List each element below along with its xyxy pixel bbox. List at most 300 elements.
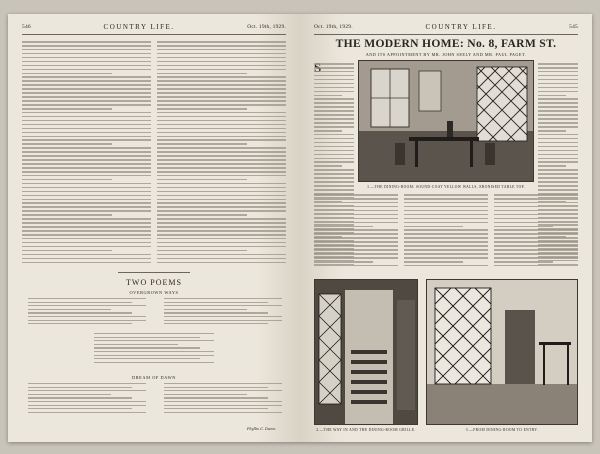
left-column-2-text	[157, 41, 286, 265]
text-line	[22, 116, 151, 118]
text-line	[22, 214, 112, 216]
text-line	[94, 340, 214, 341]
text-line	[538, 75, 578, 77]
text-line	[314, 67, 354, 69]
text-line	[538, 118, 578, 120]
text-line	[157, 57, 286, 59]
text-line	[314, 142, 354, 144]
text-line	[164, 309, 247, 310]
text-line	[22, 69, 151, 71]
text-line	[404, 245, 488, 247]
text-line	[22, 238, 151, 240]
text-line	[22, 100, 151, 102]
text-line	[538, 98, 578, 100]
text-line	[22, 108, 112, 110]
text-line	[22, 175, 151, 177]
text-line	[494, 253, 578, 255]
text-line	[157, 151, 286, 153]
text-line	[404, 218, 488, 220]
text-line	[538, 142, 578, 144]
text-line	[94, 333, 214, 334]
text-line	[22, 49, 151, 51]
text-line	[538, 173, 578, 175]
text-line	[314, 95, 342, 97]
text-line	[157, 163, 286, 165]
text-line	[538, 134, 578, 136]
text-line	[157, 124, 286, 126]
entry-grille-photo	[314, 279, 418, 425]
text-line	[28, 412, 146, 413]
text-line	[22, 61, 151, 63]
text-line	[157, 214, 247, 216]
text-line	[157, 210, 286, 212]
text-line	[164, 305, 282, 306]
text-line	[538, 106, 578, 108]
text-line	[314, 98, 354, 100]
text-line	[28, 320, 146, 321]
text-line	[494, 222, 578, 224]
poem-1-stanza-2	[164, 298, 282, 327]
text-line	[94, 344, 178, 345]
text-line	[314, 79, 354, 81]
text-line	[28, 302, 132, 303]
text-line	[157, 108, 247, 110]
text-line	[157, 120, 286, 122]
text-line	[164, 323, 268, 324]
text-line	[314, 110, 354, 112]
text-line	[314, 245, 398, 247]
text-line	[164, 383, 282, 384]
text-line	[157, 202, 286, 204]
text-line	[164, 405, 282, 406]
text-line	[314, 214, 398, 216]
text-line	[22, 92, 151, 94]
text-line	[538, 181, 578, 183]
text-line	[314, 106, 354, 108]
text-line	[22, 183, 151, 185]
text-line	[157, 226, 286, 228]
text-line	[538, 165, 566, 167]
text-line	[22, 124, 151, 126]
text-line	[314, 63, 354, 65]
text-line	[494, 241, 578, 243]
text-line	[28, 298, 146, 299]
text-line	[314, 173, 354, 175]
text-line	[494, 214, 578, 216]
text-line	[538, 114, 578, 116]
text-line	[494, 229, 578, 231]
text-line	[28, 408, 132, 409]
left-page-header	[22, 22, 286, 32]
caption-entry-grille: 2.—THE WAY IN AND THE DINING-ROOM GRILLE.	[316, 428, 416, 432]
text-line	[494, 257, 578, 259]
text-line	[22, 250, 112, 252]
text-line	[538, 63, 578, 65]
text-line	[494, 245, 578, 247]
text-line	[404, 241, 488, 243]
text-line	[314, 158, 354, 160]
text-line	[22, 202, 151, 204]
text-line	[164, 387, 268, 388]
text-line	[164, 320, 282, 321]
text-line	[494, 261, 553, 263]
article-subtitle: AND ITS APPOINTMENT BY MR. JOHN SEELY AND MR. PAUL PAGET.	[365, 52, 527, 57]
text-line	[314, 87, 354, 89]
text-line	[28, 394, 111, 395]
text-line	[314, 218, 398, 220]
text-line	[538, 161, 578, 163]
text-line	[28, 390, 146, 391]
text-line	[94, 362, 214, 363]
text-line	[314, 185, 354, 187]
text-line	[157, 132, 286, 134]
text-line	[538, 169, 578, 171]
poems-divider	[118, 272, 190, 273]
text-line	[157, 254, 286, 256]
text-line	[404, 257, 488, 259]
left-article-columns	[22, 41, 286, 265]
poem-2-stanza-2	[164, 383, 282, 415]
text-line	[157, 171, 286, 173]
text-line	[494, 194, 578, 196]
text-line	[157, 80, 286, 82]
text-line	[28, 387, 132, 388]
text-line	[157, 53, 286, 55]
text-line	[157, 41, 286, 43]
text-line	[94, 355, 214, 356]
text-line	[404, 229, 488, 231]
text-line	[157, 92, 286, 94]
left-date: Oct. 19th, 1929.	[247, 24, 286, 30]
text-line	[22, 226, 151, 228]
left-header-rule	[22, 34, 286, 35]
poem-1-stanza-1	[28, 298, 146, 327]
text-line	[22, 80, 151, 82]
poem-2-subtitle: DREAM OF DAWN	[132, 375, 176, 380]
text-line	[494, 198, 578, 200]
text-line	[157, 45, 286, 47]
text-line	[157, 187, 286, 189]
text-line	[538, 122, 578, 124]
text-line	[22, 76, 151, 78]
text-line	[164, 394, 247, 395]
text-line	[404, 253, 488, 255]
text-line	[22, 246, 151, 248]
text-line	[22, 128, 151, 130]
text-line	[157, 191, 286, 193]
text-line	[22, 57, 151, 59]
text-line	[157, 65, 286, 67]
text-line	[314, 177, 354, 179]
text-line	[157, 143, 247, 145]
text-line	[157, 96, 286, 98]
text-line	[22, 53, 151, 55]
text-line	[22, 171, 151, 173]
text-line	[157, 61, 286, 63]
entry-stairs-illustration	[315, 280, 418, 425]
text-line	[28, 323, 132, 324]
text-line	[157, 147, 286, 149]
text-line	[494, 202, 578, 204]
text-line	[94, 337, 200, 338]
text-line	[22, 88, 151, 90]
right-article-columns	[314, 194, 578, 269]
text-line	[157, 88, 286, 90]
text-line	[28, 309, 111, 310]
text-line	[157, 84, 286, 86]
magazine-spread	[8, 14, 592, 442]
text-line	[157, 175, 286, 177]
text-line	[314, 249, 398, 251]
text-line	[28, 316, 146, 317]
text-line	[22, 151, 151, 153]
text-line	[164, 312, 268, 313]
text-line	[314, 102, 354, 104]
text-line	[22, 254, 151, 256]
text-line	[157, 195, 286, 197]
text-line	[157, 112, 286, 114]
text-line	[538, 185, 578, 187]
text-line	[157, 155, 286, 157]
text-line	[22, 143, 112, 145]
text-line	[157, 139, 286, 141]
left-column-1-text	[22, 41, 151, 265]
text-line	[157, 49, 286, 51]
text-line	[164, 397, 268, 398]
left-masthead: COUNTRY LIFE.	[103, 23, 175, 31]
text-line	[22, 96, 151, 98]
right-date: Oct. 19th, 1929.	[314, 24, 353, 30]
right-column-5-text	[404, 194, 488, 269]
text-line	[314, 161, 354, 163]
text-line	[157, 183, 286, 185]
text-line	[22, 155, 151, 157]
right-masthead: COUNTRY LIFE.	[425, 23, 497, 31]
text-line	[404, 198, 488, 200]
text-line	[157, 73, 247, 75]
right-page-header	[314, 22, 578, 32]
text-line	[22, 262, 151, 264]
text-line	[314, 169, 354, 171]
text-line	[314, 202, 398, 204]
text-line	[157, 206, 286, 208]
text-line	[28, 405, 146, 406]
text-line	[157, 250, 247, 252]
text-line	[22, 132, 151, 134]
text-line	[28, 312, 132, 313]
text-line	[22, 65, 151, 67]
text-line	[314, 222, 398, 224]
caption-dining-room: 1.—THE DINING-ROOM: SOUND-COAT YELLOW WALLS, EBONISED TABLE TOP.	[367, 185, 525, 189]
text-line	[494, 226, 553, 228]
caption-dining-to-entry: 3.—FROM DINING-ROOM TO ENTRY.	[465, 428, 539, 432]
text-line	[157, 222, 286, 224]
right-page-number: 545	[569, 24, 578, 30]
text-line	[538, 150, 578, 152]
text-line	[157, 234, 286, 236]
text-line	[157, 104, 286, 106]
text-line	[164, 401, 282, 402]
text-line	[314, 189, 354, 191]
text-line	[157, 167, 286, 169]
poem-1-subtitle: OVERGROWN WAYS	[129, 290, 179, 295]
text-line	[404, 233, 488, 235]
text-line	[314, 181, 354, 183]
text-line	[538, 130, 566, 132]
text-line	[22, 159, 151, 161]
text-line	[314, 114, 354, 116]
text-line	[22, 187, 151, 189]
text-line	[22, 206, 151, 208]
right-column-6-text	[494, 194, 578, 269]
dining-to-entry-illustration	[427, 280, 578, 425]
text-line	[314, 194, 398, 196]
text-line	[314, 150, 354, 152]
text-line	[404, 194, 488, 196]
text-line	[404, 237, 488, 239]
text-line	[538, 110, 578, 112]
text-line	[22, 147, 151, 149]
text-line	[314, 261, 373, 263]
right-column-4-text	[314, 194, 398, 269]
text-line	[404, 261, 463, 263]
text-line	[404, 210, 488, 212]
text-line	[538, 126, 578, 128]
text-line	[157, 128, 286, 130]
text-line	[404, 222, 488, 224]
text-line	[22, 84, 151, 86]
text-line	[157, 136, 286, 138]
text-line	[538, 177, 578, 179]
text-line	[157, 238, 286, 240]
text-line	[538, 91, 578, 93]
text-line	[494, 249, 578, 251]
text-line	[157, 179, 247, 181]
text-line	[164, 408, 268, 409]
text-line	[22, 191, 151, 193]
text-line	[404, 214, 488, 216]
text-line	[314, 233, 398, 235]
text-line	[314, 134, 354, 136]
left-page	[8, 14, 300, 442]
text-line	[314, 126, 354, 128]
text-line	[22, 195, 151, 197]
text-line	[538, 79, 578, 81]
text-line	[314, 241, 398, 243]
text-line	[164, 316, 282, 317]
text-line	[314, 154, 354, 156]
text-line	[22, 258, 151, 260]
poem-2-stanza-1	[28, 383, 146, 415]
text-line	[314, 198, 398, 200]
text-line	[22, 139, 151, 141]
text-line	[28, 383, 146, 384]
text-line	[538, 67, 578, 69]
text-line	[404, 202, 488, 204]
text-line	[157, 116, 286, 118]
text-line	[22, 218, 151, 220]
text-line	[314, 138, 354, 140]
text-line	[314, 83, 354, 85]
text-line	[22, 234, 151, 236]
text-line	[22, 179, 112, 181]
text-line	[538, 146, 578, 148]
text-line	[314, 71, 354, 73]
text-line	[494, 265, 578, 267]
text-line	[28, 305, 146, 306]
text-line	[28, 401, 146, 402]
text-line	[314, 130, 342, 132]
text-line	[28, 397, 132, 398]
right-header-rule	[314, 34, 578, 35]
text-line	[314, 146, 354, 148]
text-line	[157, 258, 286, 260]
text-line	[404, 265, 488, 267]
text-line	[22, 163, 151, 165]
left-page-number: 546	[22, 24, 31, 30]
text-line	[157, 159, 286, 161]
text-line	[22, 167, 151, 169]
text-line	[164, 298, 282, 299]
text-line	[494, 210, 578, 212]
text-line	[314, 75, 354, 77]
text-line	[22, 41, 151, 43]
text-line	[538, 102, 578, 104]
text-line	[404, 206, 488, 208]
text-line	[164, 390, 282, 391]
text-line	[157, 230, 286, 232]
text-line	[538, 138, 578, 140]
right-page	[300, 14, 592, 442]
text-line	[94, 358, 200, 359]
text-line	[22, 73, 112, 75]
text-line	[94, 347, 200, 348]
poem-signature: Phyllis C. Dunn.	[246, 427, 276, 431]
text-line	[22, 210, 151, 212]
text-line	[314, 206, 398, 208]
text-line	[22, 230, 151, 232]
text-line	[494, 233, 578, 235]
dining-room-photo	[358, 60, 534, 182]
text-line	[314, 210, 398, 212]
text-line	[314, 253, 398, 255]
text-line	[22, 242, 151, 244]
text-line	[157, 76, 286, 78]
text-line	[157, 100, 286, 102]
text-line	[22, 136, 151, 138]
text-line	[314, 118, 354, 120]
text-line	[538, 189, 578, 191]
text-line	[164, 302, 268, 303]
text-line	[494, 218, 578, 220]
text-line	[157, 69, 286, 71]
dining-to-entry-photo	[426, 279, 578, 425]
text-line	[538, 71, 578, 73]
text-line	[314, 257, 398, 259]
dining-room-illustration	[359, 61, 534, 182]
text-line	[157, 242, 286, 244]
text-line	[314, 265, 398, 267]
text-line	[494, 237, 578, 239]
poem-1-stanza-3	[94, 333, 214, 365]
text-line	[22, 222, 151, 224]
text-line	[538, 83, 578, 85]
article-title: THE MODERN HOME: No. 8, FARM ST.	[335, 37, 557, 50]
text-line	[314, 226, 373, 228]
text-line	[314, 91, 354, 93]
text-line	[538, 158, 578, 160]
text-line	[538, 95, 566, 97]
